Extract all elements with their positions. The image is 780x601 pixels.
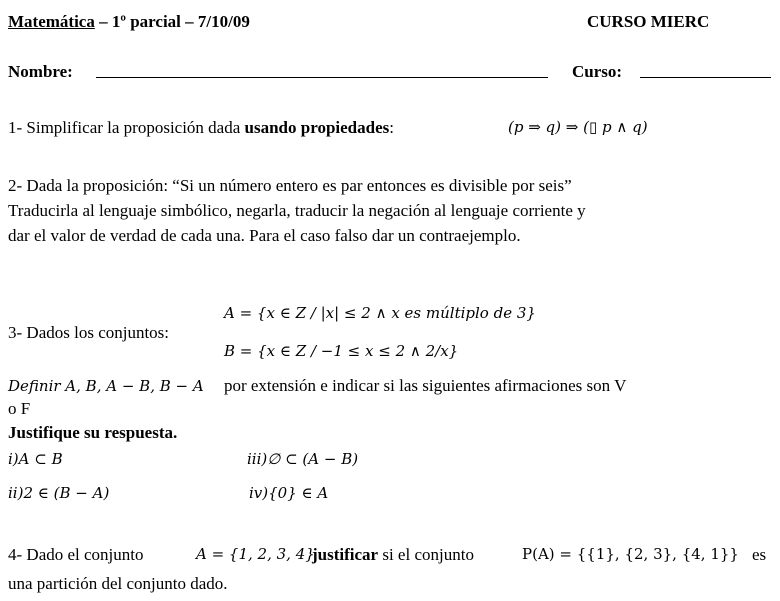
question-1: [8, 118, 394, 138]
q4-bold: justificar: [312, 545, 379, 564]
q3-define-text: por extensión e indicar si las siguientes afirmaciones son V: [223, 376, 627, 395]
course-label: Curso:: [572, 62, 623, 81]
q4-mid: [312, 545, 474, 565]
q3-item-iv: iv){0} ∈ A: [249, 484, 329, 502]
q1-formula: (p ⇒ q) ⇒ (▯ p ∧ q): [508, 118, 648, 136]
q3-item-iii: iii)∅ ⊂ (A − B): [247, 450, 359, 468]
subject-title: Matemática: [8, 12, 95, 31]
q3-item-i: i)A ⊂ B: [8, 450, 63, 468]
q3-define-math: Definir A, B, A − B, B − A: [8, 377, 204, 395]
exam-header: [8, 12, 250, 32]
question-4: [8, 545, 144, 565]
q3-define-line: [8, 376, 626, 396]
q1-colon: :: [389, 118, 394, 137]
q3-o-f: o F: [8, 399, 31, 418]
course-field-line[interactable]: [640, 63, 771, 78]
name-field-line[interactable]: [96, 63, 548, 78]
q4-line-2: una partición del conjunto dado.: [8, 574, 228, 593]
q3-item-ii: ii)2 ∈ (B − A): [8, 484, 110, 502]
q3-justify: Justifique su respuesta.: [8, 423, 178, 442]
course-title: CURSO MIERC: [587, 12, 710, 31]
q1-prefix: 1- Simplificar la proposición dada: [8, 118, 245, 137]
q4-prefix: 4- Dado el conjunto: [8, 545, 144, 564]
q4-partition: P(A) = {{1}, {2, 3}, {4, 1}}: [522, 545, 739, 563]
q3-set-b: B = {x ∈ Z / −1 ≤ x ≤ 2 ∧ 2/x}: [224, 342, 459, 360]
q4-suffix: es: [752, 545, 767, 564]
q3-set-a: A = {x ∈ Z / |x| ≤ 2 ∧ x es múltiplo de 3}: [224, 304, 536, 322]
q4-set-a: A = {1, 2, 3, 4}: [196, 545, 315, 563]
q2-line-3: dar el valor de verdad de cada una. Para el caso falso dar un contraejemplo.: [8, 226, 521, 245]
exam-info: – 1º parcial – 7/10/09: [94, 12, 250, 31]
q4-mid-text: si el conjunto: [382, 545, 474, 564]
q3-intro: 3- Dados los conjuntos:: [8, 323, 170, 342]
q1-bold: usando propiedades: [244, 118, 390, 137]
name-label: Nombre:: [8, 62, 73, 81]
q2-line-2: Traducirla al lenguaje simbólico, negarla, traducir la negación al lenguaje corriente y: [8, 201, 586, 220]
q2-line-1: 2- Dada la proposición: “Si un número entero es par entonces es divisible por seis”: [8, 176, 572, 195]
